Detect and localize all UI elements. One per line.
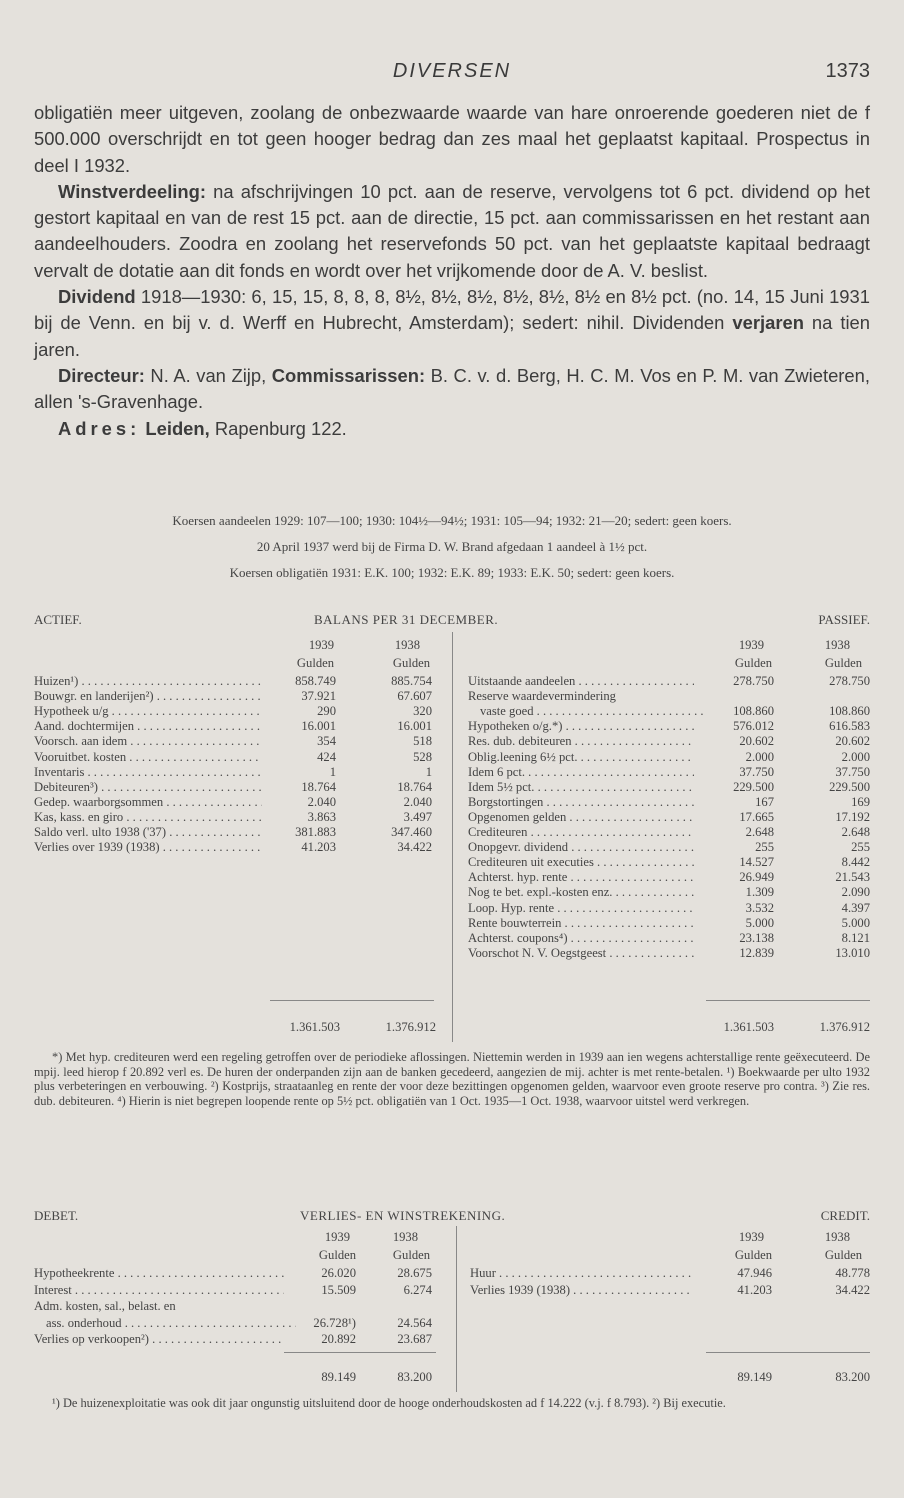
text-commissarissen: B. C. v. d. Berg, H. C. M. Vos en P. M. van Zwieteren, allen 's-Gravenhage. [34, 364, 870, 413]
table-row [34, 795, 444, 811]
value-1938: 16.001 [397, 719, 432, 734]
value-1939: 37.750 [739, 764, 774, 779]
row-label: vaste goed . . . [468, 704, 706, 719]
value-1939: 2.000 [745, 749, 774, 764]
row-label: Res. dub. debiteuren . . . [468, 734, 694, 749]
text-winstverdeeling: na afschrijvingen 10 pct. aan de reserve, vervolgens tot 6 pct. dividend op het gestort kapitaal en van de rest 15 pct. aan de directie, 15 pct. aan commissarissen en het restant aan aandeelhouders. Zoodra en zoolang het reservefonds 50 pct. van het geplaatste kapitaal bedraagt vervalt de dotatie aan dit fonds en wordt over het vrijkomende door de A. V. beslist. [34, 180, 870, 281]
row-label: Adm. kosten, sal., belast. en [34, 1299, 176, 1314]
table-row [34, 1266, 434, 1282]
passief-total-1939: 1.361.503 [723, 1020, 774, 1034]
year-1939: 1939 [324, 1230, 350, 1244]
value-1938: 8.442 [841, 855, 870, 870]
value-1938: 4.397 [841, 900, 870, 915]
value-1938: 108.860 [829, 704, 870, 719]
year-1938: 1938 [392, 1230, 418, 1244]
value-1939: 576.012 [733, 719, 774, 734]
credit-total-1938: 83.200 [835, 1370, 870, 1384]
row-label: Hypotheek u/g . . . [34, 704, 262, 719]
value-1939: 12.839 [739, 945, 774, 960]
label-directeur: Directeur: [58, 364, 145, 386]
table-row [34, 734, 444, 750]
year-1939: 1939 [308, 638, 334, 652]
unit-gulden: Gulden [734, 656, 772, 670]
passief-label: PASSIEF. [818, 612, 870, 627]
row-label: Hypotheken o/g.*) . . . [468, 719, 694, 734]
table-row [468, 689, 870, 705]
table-row [34, 750, 444, 766]
unit-gulden: Gulden [392, 656, 430, 670]
table-row [34, 1283, 434, 1299]
column-divider [452, 632, 453, 1042]
balance-footnotes [34, 1050, 870, 1108]
table-row [468, 750, 870, 766]
value-1938: 169 [851, 794, 870, 809]
row-label: Debiteuren³) . . . [34, 780, 262, 795]
value-1938: 320 [413, 704, 432, 719]
value-1938: 1 [425, 764, 432, 779]
row-label: Achterst. coupons⁴) . . . [468, 931, 694, 946]
value-1938: 48.778 [835, 1266, 870, 1280]
value-1939: 5.000 [745, 915, 774, 930]
paragraph-dividend [34, 284, 870, 363]
balance-sheet [34, 612, 870, 1042]
table-row [468, 916, 870, 932]
value-1938: 24.564 [397, 1315, 432, 1330]
debet-total-1938: 83.200 [397, 1370, 432, 1384]
label-adres: Adres: [58, 417, 141, 439]
year-1938: 1938 [824, 638, 850, 652]
value-1938: 616.583 [829, 719, 870, 734]
value-1939: 41.203 [301, 840, 336, 855]
table-row [34, 825, 444, 841]
footnote-text: ¹) De huizenexploitatie was ook dit jaar ongunstig uitsluitend door de hooge onderhoudskosten ad f 14.222 (v.j. f 8.793). ²) Bij executie. [52, 1396, 726, 1410]
value-1939: 20.602 [739, 734, 774, 749]
value-1938: 2.000 [841, 749, 870, 764]
row-label: Crediteuren uit executies . . . [468, 855, 694, 870]
table-row [34, 1316, 434, 1332]
value-1938: 17.192 [835, 809, 870, 824]
table-row [34, 780, 444, 796]
year-1939: 1939 [738, 1230, 764, 1244]
row-label: Idem 6 pct. . . . [468, 765, 694, 780]
table-row [468, 795, 870, 811]
value-1938: 37.750 [835, 764, 870, 779]
text-directeur: N. A. van Zijp, [144, 364, 272, 386]
table-row [468, 734, 870, 750]
table-row [468, 840, 870, 856]
price-line: Koersen obligatiën 1931: E.K. 100; 1932: E.K. 89; 1933: E.K. 50; sedert: geen koers. [229, 565, 675, 580]
value-1939: 26.728¹) [313, 1315, 356, 1330]
value-1939: 2.648 [745, 825, 774, 839]
page-number: 1373 [825, 60, 870, 82]
column-divider [456, 1226, 457, 1392]
debet-label: DEBET. [34, 1208, 79, 1223]
table-row [34, 704, 444, 720]
table-row [34, 840, 444, 856]
row-label: Verlies op verkoopen²) . . . [34, 1332, 284, 1347]
row-label: Achterst. hyp. rente . . . [468, 870, 694, 885]
value-1939: 47.946 [737, 1266, 772, 1280]
paragraph-bonds: obligatiën meer uitgeven, zoolang de onbezwaarde waarde van hare onroerende goederen niet de f 500.000 overschrijdt en tot geen hooger bedrag dan zes maal het geplaatst kapitaal. Prospectus in deel I 1932. [34, 102, 870, 176]
value-1938: 6.274 [403, 1282, 432, 1297]
table-row [34, 689, 444, 705]
value-1938: 528 [413, 749, 432, 764]
balance-title: BALANS PER 31 DECEMBER. [314, 612, 499, 627]
unit-gulden: Gulden [392, 1248, 430, 1262]
footnote-text: *) Met hyp. crediteuren werd een regeling getroffen over de periodieke aflossingen. Niettemin werden in 1939 aan ien wegens achterstallige rente geëxecuteerd. De mpij. leed hierop f 20.892 verl es. De huren der onderpanden zijn aan de banken gecedeerd, aangezien de mij. achter is met rente-betalen. ¹) Boekwaarde per ulto 1932 plus verbeteringen en verbouwing. ²) Kostprijs, straataanleg en rente der voor deze bezittingen opgenomen gelden, waarvoor even groote reserve pro contra. ³) Zie res. dub. debiteuren. ⁴) Hierin is niet begrepen loopende rente op 5½ pct. obligatiën van 1 Oct. 1935—1 Oct. 1938, waarvoor uitstel werd verkregen. [34, 1050, 870, 1108]
row-label: Vooruitbet. kosten . . . [34, 750, 262, 765]
table-row [34, 765, 444, 781]
value-1938: 23.687 [397, 1332, 432, 1347]
table-row [34, 1299, 434, 1315]
value-1938: 229.500 [829, 779, 870, 794]
label-winstverdeeling: Winstverdeeling: [58, 180, 207, 202]
credit-label: CREDIT. [820, 1208, 870, 1223]
total-rule [270, 1000, 434, 1001]
passief-total-1938: 1.376.912 [819, 1020, 870, 1034]
actief-total-1939: 1.361.503 [289, 1020, 340, 1034]
row-label: Loop. Hyp. rente . . . [468, 901, 694, 916]
row-label: Inventaris . . . [34, 765, 262, 780]
value-1939: 14.527 [739, 855, 774, 870]
value-1939: 41.203 [737, 1282, 772, 1297]
row-label: Voorschot N. V. Oegstgeest . . . [468, 946, 694, 961]
value-1939: 37.921 [301, 689, 336, 704]
row-label: Voorsch. aan idem . . . [34, 734, 262, 749]
value-1938: 2.040 [403, 794, 432, 809]
value-1938: 34.422 [397, 840, 432, 855]
price-line: Koersen aandeelen 1929: 107—100; 1930: 104½—94½; 1931: 105—94; 1932: 21—20; sedert: geen koers. [172, 513, 732, 528]
paragraph-address [34, 416, 870, 442]
row-label: Verlies 1939 (1938) . . . [470, 1283, 692, 1298]
value-1938: 67.607 [397, 689, 432, 704]
table-row [468, 855, 870, 871]
value-1939: 278.750 [733, 674, 774, 688]
value-1939: 20.892 [321, 1332, 356, 1347]
row-label: Huizen¹) . . . [34, 674, 262, 689]
row-label: Idem 5½ pct. . . . [468, 780, 694, 795]
value-1938: 34.422 [835, 1282, 870, 1297]
label-verjaren: verjaren [732, 312, 804, 334]
table-row [468, 870, 870, 886]
row-label: Rente bouwterrein . . . [468, 916, 694, 931]
value-1938: 278.750 [829, 674, 870, 688]
table-row [468, 674, 870, 690]
value-1938: 28.675 [397, 1266, 432, 1280]
unit-gulden: Gulden [824, 656, 862, 670]
year-1938: 1938 [394, 638, 420, 652]
label-leiden: Leiden, [140, 417, 210, 439]
company-description [34, 100, 870, 442]
value-1939: 1 [329, 764, 336, 779]
row-label: Onopgevr. dividend . . . [468, 840, 694, 855]
profit-loss-footnotes [34, 1396, 870, 1411]
row-label: Uitstaande aandeelen . . . [468, 674, 694, 689]
total-rule [706, 1352, 870, 1353]
value-1938: 2.648 [841, 825, 870, 839]
year-1939: 1939 [738, 638, 764, 652]
value-1939: 167 [755, 794, 774, 809]
value-1938: 21.543 [835, 870, 870, 885]
actief-label: ACTIEF. [34, 612, 82, 627]
row-label: ass. onderhoud . . . [34, 1316, 296, 1331]
row-label: Bouwgr. en landerijen²) . . . [34, 689, 262, 704]
row-label: Verlies over 1939 (1938) . . . [34, 840, 262, 855]
table-row [468, 765, 870, 781]
value-1938: 18.764 [397, 779, 432, 794]
credit-total-1939: 89.149 [737, 1370, 772, 1384]
page-header [34, 60, 870, 90]
actief-total-1938: 1.376.912 [385, 1020, 436, 1034]
value-1939: 26.949 [739, 870, 774, 885]
table-row [468, 704, 870, 720]
value-1938: 8.121 [841, 930, 870, 945]
table-row [34, 674, 444, 690]
row-label: Reserve waardevermindering [468, 689, 616, 704]
text-dividend-end: na tien jaren. [34, 312, 871, 360]
value-1939: 3.863 [307, 809, 336, 824]
value-1938: 885.754 [391, 674, 432, 688]
value-1938: 255 [851, 840, 870, 855]
value-1939: 424 [317, 749, 336, 764]
table-row [34, 1332, 434, 1348]
table-row [468, 825, 870, 841]
table-row [34, 719, 444, 735]
profit-loss-account [34, 1208, 870, 1392]
value-1939: 354 [317, 734, 336, 749]
value-1939: 255 [755, 840, 774, 855]
label-dividend: Dividend [58, 286, 136, 308]
table-row [468, 885, 870, 901]
row-label: Aand. dochtermijen . . . [34, 719, 262, 734]
value-1939: 26.020 [321, 1266, 356, 1280]
debet-total-1939: 89.149 [321, 1370, 356, 1384]
value-1939: 3.532 [745, 900, 774, 915]
table-row [470, 1283, 870, 1299]
row-label: Nog te bet. expl.-kosten enz. . . . [468, 885, 694, 900]
unit-gulden: Gulden [824, 1248, 862, 1262]
total-rule [706, 1000, 870, 1001]
value-1939: 15.509 [321, 1282, 356, 1297]
row-label: Crediteuren . . . [468, 825, 694, 840]
row-label: Borgstortingen . . . [468, 795, 694, 810]
value-1938: 13.010 [835, 945, 870, 960]
row-label: Saldo verl. ulto 1938 ('37) . . . [34, 825, 262, 840]
paragraph-profit-distribution [34, 179, 870, 284]
value-1938: 20.602 [835, 734, 870, 749]
value-1939: 18.764 [301, 779, 336, 794]
value-1939: 2.040 [307, 794, 336, 809]
value-1939: 229.500 [733, 779, 774, 794]
label-commissarissen: Commissarissen: [271, 364, 426, 386]
value-1939: 108.860 [733, 704, 774, 719]
table-row [468, 780, 870, 796]
value-1938: 2.090 [841, 885, 870, 900]
running-title: DIVERSEN [392, 60, 512, 82]
row-label: Oblig.leening 6½ pct. . . . [468, 750, 694, 765]
table-row [468, 931, 870, 947]
table-row [468, 810, 870, 826]
table-row [468, 946, 870, 962]
table-row [468, 719, 870, 735]
unit-gulden: Gulden [296, 656, 334, 670]
value-1939: 17.665 [739, 809, 774, 824]
value-1938: 5.000 [841, 915, 870, 930]
value-1939: 23.138 [739, 930, 774, 945]
row-label: Opgenomen gelden . . . [468, 810, 694, 825]
profit-loss-title: VERLIES- EN WINSTREKENING. [300, 1208, 506, 1223]
value-1939: 16.001 [301, 719, 336, 734]
text-dividend: 1918—1930: 6, 15, 15, 8, 8, 8, 8½, 8½, 8½, 8½, 8½, 8½ en 8½ pct. (no. 14, 15 Juni 1931 bij de Venn. en bij v. d. Werff en Hubrecht, Amsterdam); sedert: nihil. Dividenden [34, 286, 870, 334]
paragraph-management [34, 363, 870, 416]
unit-gulden: Gulden [318, 1248, 356, 1262]
table-row [468, 901, 870, 917]
row-label: Interest . . . [34, 1283, 284, 1298]
value-1939: 858.749 [295, 674, 336, 688]
price-line: 20 April 1937 werd bij de Firma D. W. Brand afgedaan 1 aandeel à 1½ pct. [256, 539, 648, 554]
value-1939: 1.309 [745, 885, 774, 900]
year-1938: 1938 [824, 1230, 850, 1244]
value-1938: 518 [413, 734, 432, 749]
text-adres: Rapenburg 122. [209, 417, 347, 439]
row-label: Kas, kass. en giro . . . [34, 810, 262, 825]
row-label: Gedep. waarborgsommen . . . [34, 795, 262, 810]
value-1939: 290 [317, 704, 336, 719]
total-rule [284, 1352, 436, 1353]
table-row [470, 1266, 870, 1282]
row-label: Hypotheekrente . . . [34, 1266, 284, 1281]
table-row [34, 810, 444, 826]
value-1939: 381.883 [295, 825, 336, 839]
value-1938: 347.460 [391, 825, 432, 839]
share-prices [34, 508, 870, 586]
value-1938: 3.497 [403, 809, 432, 824]
row-label: Huur . . . [470, 1266, 692, 1281]
unit-gulden: Gulden [734, 1248, 772, 1262]
